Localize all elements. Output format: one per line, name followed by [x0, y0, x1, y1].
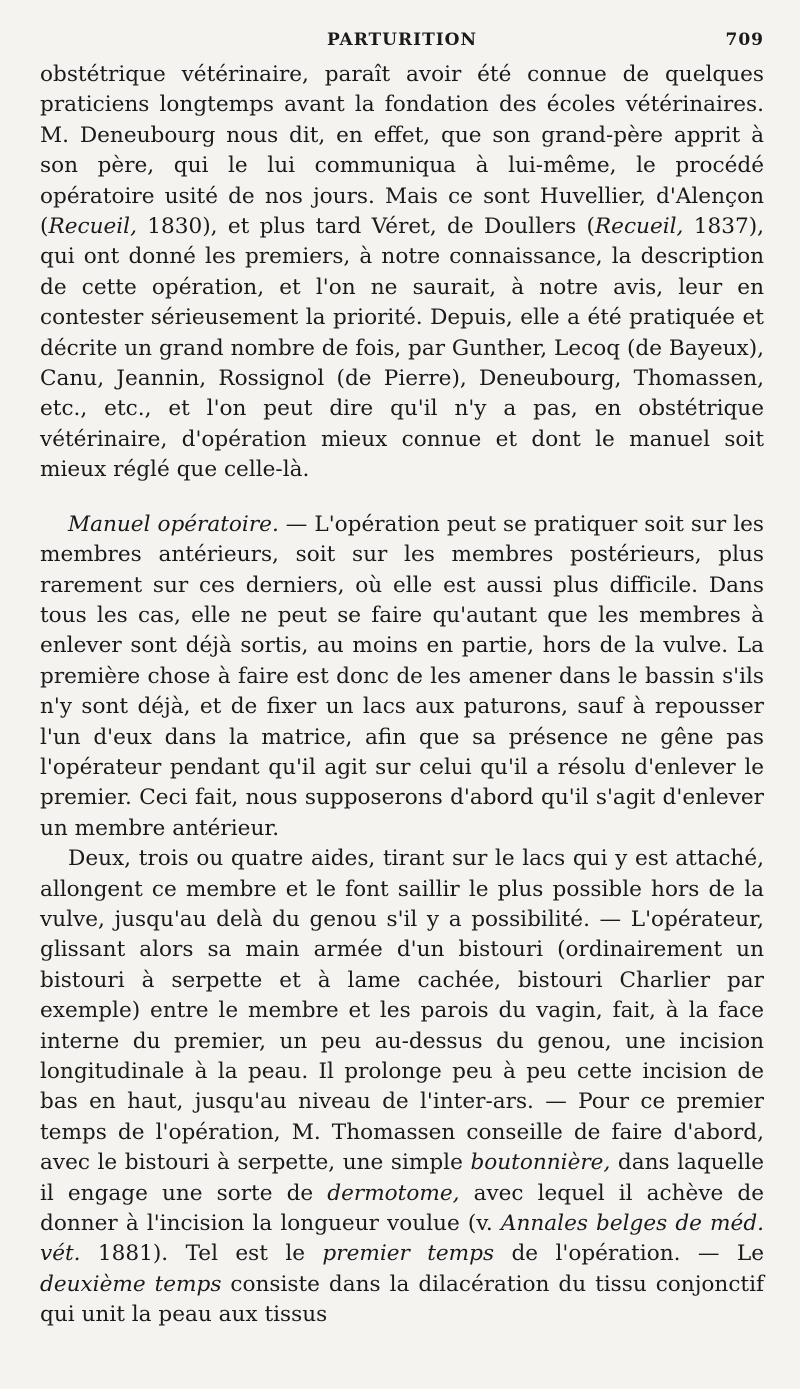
paragraph-gap: [40, 486, 764, 510]
running-title: PARTURITION: [326, 30, 478, 50]
page-number: 709: [725, 30, 764, 50]
paragraph-1: obstétrique vétérinaire, paraît avoir été connue de quelques praticiens longtemps avant la fondation des écoles vétérinaires. M. Deneubourg nous dit, en effet, que son grand-père apprit à son père, qui le lui communiqua à lui-même, le procédé opératoire usité de nos jours. Mais ce sont Huvellier, d'Alençon (Recueil, 1830), et plus tard Véret, de Doullers (Recueil, 1837), qui ont donné les premiers, à notre connaissance, la description de cette opération, et l'on ne saurait, à notre avis, leur en contester sérieusement la priorité. Depuis, elle a été pratiquée et décrite un grand nombre de fois, par Gunther, Lecoq (de Bayeux), Canu, Jeannin, Rossignol (de Pierre), Deneubourg, Thomassen, etc., etc., et l'on peut dire qu'il n'y a pas, en obstétrique vétérinaire, d'opération mieux connue et dont le manuel soit mieux réglé que celle-là.: [40, 62, 764, 483]
paragraph-2: Manuel opératoire. — L'opération peut se pratiquer soit sur les membres antérieurs, soit sur les membres postérieurs, plus rarement sur ces derniers, où elle est aussi plus difficile. Dans tous les cas, elle ne peut se faire qu'autant que les membres à enlever sont déjà sortis, au moins en partie, hors de la vulve. La première chose à faire est donc de les amener dans le bassin s'ils n'y sont déjà, et de fixer un lacs aux paturons, sauf à repousser l'un d'eux dans la matrice, afin que sa présence ne gêne pas l'opérateur pendant qu'il agit sur celui qu'il a résolu d'enlever le premier. Ceci fait, nous supposerons d'abord qu'il s'agit d'enlever un membre antérieur.: [40, 511, 764, 841]
section-heading: Manuel opératoire.: [68, 511, 279, 537]
paragraph-3: Deux, trois ou quatre aides, tirant sur le lacs qui y est attaché, allongent ce membre et le font saillir le plus possible hors de la vulve, jusqu'au delà du genou s'il y a possibilité. — L'opérateur, glissant alors sa main armée d'un bistouri (ordinairement un bistouri à serpette et à lame cachée, bistouri Charlier par exemple) entre le membre et les parois du vagin, fait, à la face interne du premier, un peu au-dessus du genou, une incision longitudinale à la peau. Il prolonge peu à peu cette incision de bas en haut, jusqu'au niveau de l'inter-ars. — Pour ce premier temps de l'opération, M. Thomassen conseille de faire d'abord, avec le bistouri à serpette, une simple boutonnière, dans laquelle il engage une sorte de dermotome, avec lequel il achève de donner à l'incision la longueur voulue (v. Annales belges de méd. vét. 1881). Tel est le premier temps de l'opération. — Le deuxième temps consiste dans la dilacération du tissu conjonctif qui unit la peau aux tissus: [40, 846, 765, 1328]
running-header: [40, 30, 764, 60]
